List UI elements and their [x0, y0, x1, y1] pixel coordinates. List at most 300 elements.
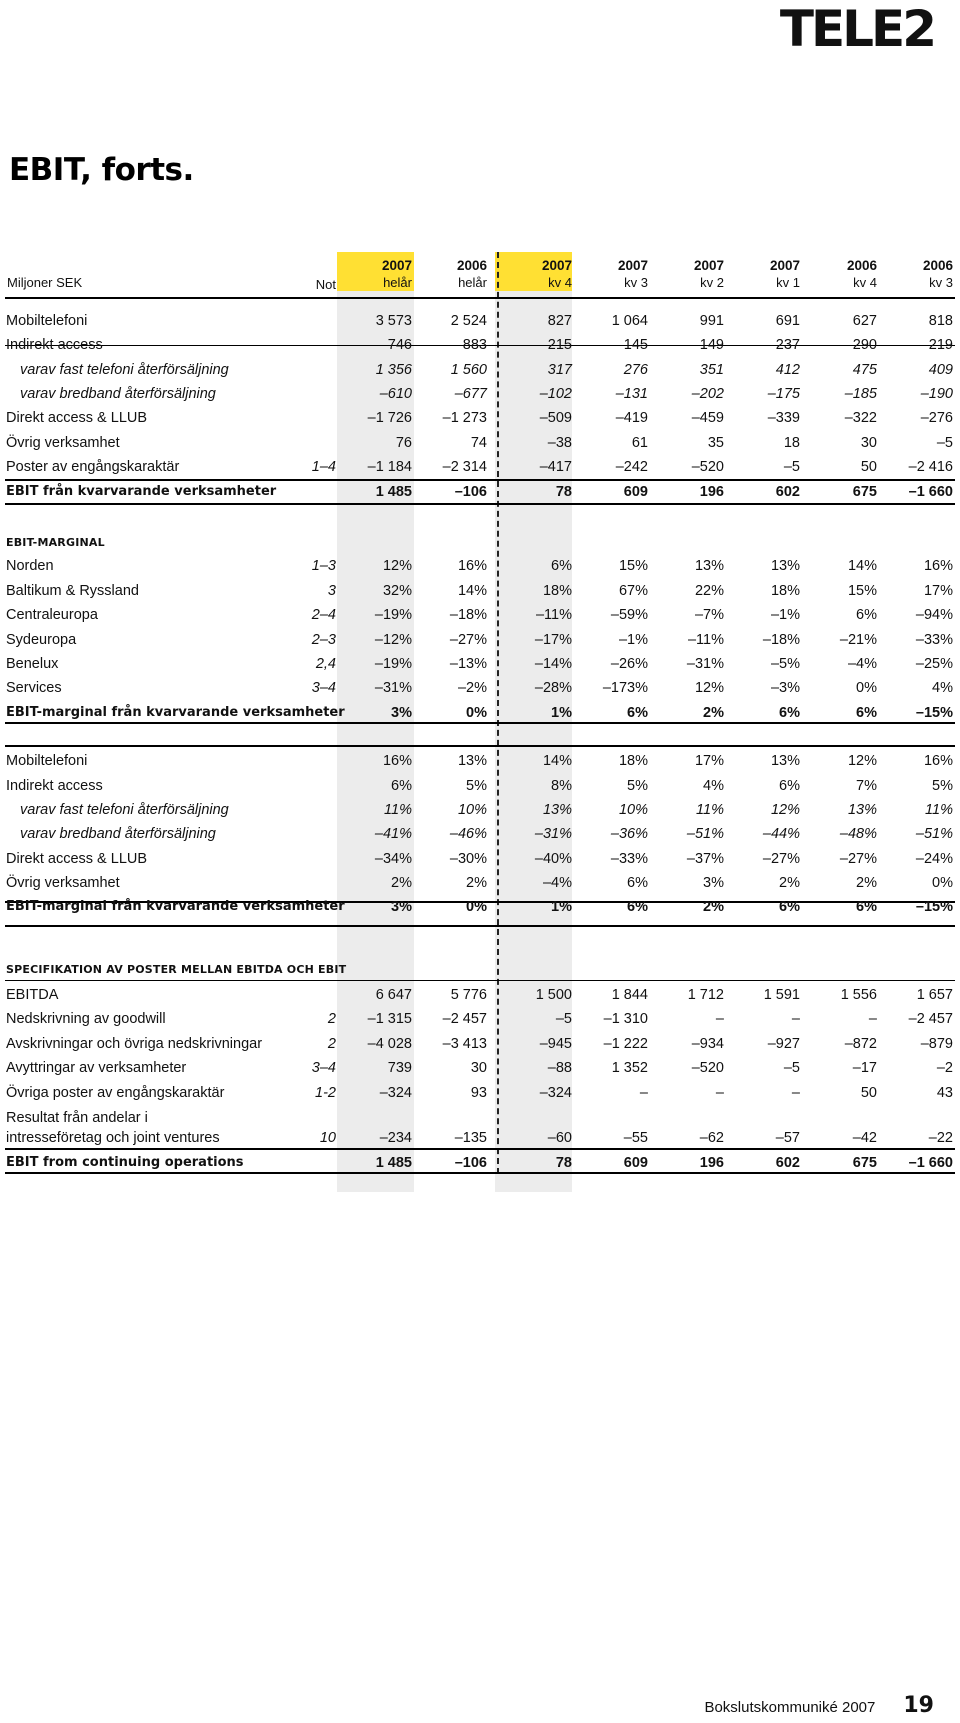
row-label: EBITDA: [6, 987, 59, 1003]
table-row: [0, 1130, 960, 1154]
cell-value: –5: [783, 459, 800, 475]
cell-value: 3%: [703, 875, 724, 891]
cell-value: 16%: [457, 558, 487, 574]
cell-value: 6%: [551, 558, 572, 574]
row-note: 1–4: [311, 459, 336, 475]
cell-value: 11%: [696, 802, 724, 818]
cell-value: –19%: [374, 607, 412, 623]
cell-value: 8%: [551, 778, 572, 794]
table-row: [0, 313, 960, 337]
col-period: kv 4: [548, 275, 572, 290]
cell-value: 883: [462, 337, 487, 353]
row-label: Centraleuropa: [6, 607, 98, 623]
table-row: [0, 987, 960, 1011]
table-row: [0, 386, 960, 410]
table-row: [0, 435, 960, 459]
cell-value: –15%: [915, 705, 953, 721]
table-row: [0, 680, 960, 704]
cell-value: –27%: [449, 632, 487, 648]
cell-value: 18: [783, 435, 800, 451]
cell-value: –44%: [762, 826, 800, 842]
table-row: [0, 826, 960, 850]
cell-value: 0%: [466, 899, 487, 915]
cell-value: –135: [454, 1130, 487, 1146]
cell-value: –31%: [686, 656, 724, 672]
cell-value: 602: [775, 484, 800, 500]
cell-value: –33%: [915, 632, 953, 648]
cell-value: –14%: [534, 656, 572, 672]
cell-value: –2 314: [442, 459, 487, 475]
cell-value: –7%: [694, 607, 724, 623]
cell-value: –610: [379, 386, 412, 402]
row-label: EBIT-marginal från kvarvarande verksamheter: [6, 899, 345, 914]
cell-value: 818: [928, 313, 953, 329]
cell-value: –106: [454, 1155, 487, 1171]
cell-value: 32%: [382, 583, 412, 599]
cell-value: –677: [454, 386, 487, 402]
cell-value: –173%: [602, 680, 648, 696]
cell-value: 739: [387, 1060, 412, 1076]
cell-value: –520: [691, 1060, 724, 1076]
table-row: [0, 410, 960, 434]
tele2-logo: TELE2: [779, 0, 934, 58]
row-label: Mobiltelefoni: [6, 313, 88, 329]
cell-value: –31%: [534, 826, 572, 842]
table-row: [0, 851, 960, 875]
cell-value: 43: [936, 1085, 953, 1101]
cell-value: –102: [539, 386, 572, 402]
cell-value: –: [868, 1011, 877, 1027]
col-year: 2007: [617, 258, 648, 273]
cell-value: 196: [699, 1155, 724, 1171]
col-period: helår: [383, 275, 412, 290]
table-row: [0, 875, 960, 899]
cell-value: –131: [615, 386, 648, 402]
cell-value: 1 657: [916, 987, 953, 1003]
header-rule: [5, 297, 955, 299]
cell-value: 351: [699, 362, 724, 378]
cell-value: –19%: [374, 656, 412, 672]
cell-value: –234: [379, 1130, 412, 1146]
row-label: SPECIFIKATION AV POSTER MELLAN EBITDA OCH EBIT: [6, 963, 347, 976]
cell-value: –2 457: [442, 1011, 487, 1027]
cell-value: –11%: [687, 632, 724, 648]
col-period: kv 2: [700, 275, 724, 290]
cell-value: 6%: [627, 705, 648, 721]
cell-value: –4%: [542, 875, 572, 891]
cell-value: 5%: [932, 778, 953, 794]
cell-value: –419: [615, 410, 648, 426]
cell-value: 1 591: [763, 987, 800, 1003]
note-header: Not: [315, 277, 336, 292]
cell-value: –1 222: [603, 1036, 648, 1052]
cell-value: –324: [539, 1085, 572, 1101]
cell-value: –339: [767, 410, 800, 426]
cell-value: –18%: [762, 632, 800, 648]
cell-value: 2%: [703, 705, 724, 721]
col-period: kv 4: [853, 275, 877, 290]
cell-value: –1%: [618, 632, 648, 648]
cell-value: –872: [844, 1036, 877, 1052]
cell-value: –36%: [610, 826, 648, 842]
cell-value: 12%: [770, 802, 800, 818]
cell-value: 602: [775, 1155, 800, 1171]
row-note: 3–4: [311, 1060, 336, 1076]
cell-value: –1%: [770, 607, 800, 623]
cell-value: –59%: [610, 607, 648, 623]
document-name: Bokslutskommuniké 2007: [704, 1699, 876, 1716]
cell-value: 18%: [770, 583, 800, 599]
cell-value: –276: [920, 410, 953, 426]
row-note: 2–3: [311, 632, 336, 648]
col-period: kv 3: [929, 275, 953, 290]
row-label: Indirekt access: [6, 778, 103, 794]
table-row: [0, 1085, 960, 1109]
cell-value: –5: [936, 435, 953, 451]
cell-value: 196: [699, 484, 724, 500]
table-row: [0, 484, 960, 508]
cell-value: –62: [699, 1130, 724, 1146]
cell-value: –18%: [449, 607, 487, 623]
cell-value: –94%: [915, 607, 953, 623]
cell-value: 409: [928, 362, 953, 378]
cell-value: –509: [539, 410, 572, 426]
page-title: EBIT, forts.: [9, 152, 194, 188]
cell-value: 6%: [627, 899, 648, 915]
cell-value: 2%: [703, 899, 724, 915]
table-row: [0, 802, 960, 826]
cell-value: –2 457: [908, 1011, 953, 1027]
cell-value: 16%: [923, 558, 953, 574]
row-label: Indirekt access: [6, 337, 103, 353]
cell-value: 3 573: [375, 313, 412, 329]
cell-value: 10%: [457, 802, 487, 818]
cell-value: 2%: [856, 875, 877, 891]
cell-value: –3%: [770, 680, 800, 696]
row-note: 2: [327, 1036, 336, 1052]
table-row: [0, 362, 960, 386]
cell-value: –1 315: [367, 1011, 412, 1027]
cell-value: 14%: [457, 583, 487, 599]
cell-value: –459: [691, 410, 724, 426]
section-heading: [0, 963, 960, 987]
row-label: intresseföretag och joint ventures: [6, 1130, 220, 1146]
cell-value: –5%: [770, 656, 800, 672]
cell-value: –24%: [915, 851, 953, 867]
cell-value: –37%: [686, 851, 724, 867]
table-row: [0, 558, 960, 582]
row-label: varav fast telefoni återförsäljning: [20, 362, 229, 378]
cell-value: –12%: [374, 632, 412, 648]
cell-value: –185: [844, 386, 877, 402]
cell-value: –57: [775, 1130, 800, 1146]
row-note: 2,4: [315, 656, 336, 672]
cell-value: 6%: [779, 899, 800, 915]
cell-value: –27%: [839, 851, 877, 867]
cell-value: 18%: [542, 583, 572, 599]
table-row: [0, 583, 960, 607]
cell-value: –55: [623, 1130, 648, 1146]
cell-value: –42: [852, 1130, 877, 1146]
cell-value: –28%: [534, 680, 572, 696]
page-number: 19: [903, 1693, 934, 1718]
cell-value: 93: [470, 1085, 487, 1101]
cell-value: –31%: [374, 680, 412, 696]
row-label: Resultat från andelar i: [6, 1110, 148, 1126]
row-label: Sydeuropa: [6, 632, 77, 648]
row-label: Övrig verksamhet: [6, 435, 120, 451]
cell-value: –88: [547, 1060, 572, 1076]
table-row: [0, 899, 960, 923]
row-label: Avskrivningar och övriga nedskrivningar: [6, 1036, 263, 1052]
table-row: [0, 778, 960, 802]
row-note: 1–3: [311, 558, 336, 574]
cell-value: –202: [691, 386, 724, 402]
cell-value: –60: [547, 1130, 572, 1146]
cell-value: 1 064: [611, 313, 648, 329]
row-label: Övrig verksamhet: [6, 875, 120, 891]
cell-value: –1 660: [908, 1155, 953, 1171]
cell-value: –4%: [847, 656, 877, 672]
row-label: EBIT från kvarvarande verksamheter: [6, 484, 277, 499]
cell-value: 4%: [703, 778, 724, 794]
row-label: Services: [6, 680, 62, 696]
cell-value: –5: [783, 1060, 800, 1076]
cell-value: –26%: [610, 656, 648, 672]
cell-value: 475: [852, 362, 877, 378]
cell-value: 3%: [391, 899, 412, 915]
cell-value: 5 776: [450, 987, 487, 1003]
col-year: 2007: [693, 258, 724, 273]
cell-value: 290: [852, 337, 877, 353]
cell-value: 17%: [694, 753, 724, 769]
cell-value: 17%: [923, 583, 953, 599]
cell-value: –1 726: [367, 410, 412, 426]
cell-value: 149: [699, 337, 724, 353]
cell-value: 1 844: [611, 987, 648, 1003]
cell-value: 1 560: [450, 362, 487, 378]
row-label: varav bredband återförsäljning: [20, 826, 216, 842]
row-label: Norden: [6, 558, 54, 574]
cell-value: 412: [775, 362, 800, 378]
cell-value: 317: [547, 362, 572, 378]
cell-value: –41%: [374, 826, 412, 842]
table-row: [0, 705, 960, 729]
cell-value: 67%: [618, 583, 648, 599]
page-footer: [704, 1693, 934, 1718]
cell-value: 50: [860, 1085, 877, 1101]
cell-value: 11%: [384, 802, 412, 818]
cell-value: 74: [470, 435, 487, 451]
cell-value: 6%: [391, 778, 412, 794]
section-heading: [0, 536, 960, 560]
cell-value: –175: [767, 386, 800, 402]
cell-value: –324: [379, 1085, 412, 1101]
cell-value: 237: [775, 337, 800, 353]
cell-value: 2%: [779, 875, 800, 891]
cell-value: –2%: [457, 680, 487, 696]
table-row: [0, 459, 960, 483]
cell-value: –34%: [374, 851, 412, 867]
cell-value: –520: [691, 459, 724, 475]
cell-value: 675: [852, 484, 877, 500]
cell-value: 7%: [856, 778, 877, 794]
cell-value: 0%: [932, 875, 953, 891]
cell-value: 14%: [847, 558, 877, 574]
cell-value: 0%: [466, 705, 487, 721]
cell-value: 627: [852, 313, 877, 329]
cell-value: 13%: [457, 753, 487, 769]
cell-value: 12%: [847, 753, 877, 769]
cell-value: 6%: [779, 705, 800, 721]
row-label: Poster av engångskaraktär: [6, 459, 180, 475]
cell-value: –46%: [449, 826, 487, 842]
row-label: Baltikum & Ryssland: [6, 583, 139, 599]
cell-value: 11%: [925, 802, 953, 818]
col-period: kv 3: [624, 275, 648, 290]
row-note: 3: [327, 583, 336, 599]
cell-value: 1%: [551, 705, 572, 721]
cell-value: 6%: [856, 705, 877, 721]
cell-value: 215: [547, 337, 572, 353]
cell-value: –51%: [686, 826, 724, 842]
cell-value: 827: [547, 313, 572, 329]
cell-value: 78: [555, 484, 572, 500]
cell-value: 13%: [847, 802, 877, 818]
cell-value: 675: [852, 1155, 877, 1171]
row-label: EBIT-MARGINAL: [6, 536, 105, 549]
cell-value: 1 356: [375, 362, 412, 378]
cell-value: –1 184: [367, 459, 412, 475]
cell-value: 2 524: [450, 313, 487, 329]
cell-value: –1 273: [442, 410, 487, 426]
cell-value: 746: [387, 337, 412, 353]
cell-value: –: [715, 1011, 724, 1027]
table-row: [0, 1155, 960, 1179]
row-note: 3–4: [311, 680, 336, 696]
cell-value: 1 485: [375, 484, 412, 500]
cell-value: 30: [860, 435, 877, 451]
cell-value: 991: [699, 313, 724, 329]
cell-value: 609: [623, 484, 648, 500]
cell-value: 6%: [856, 899, 877, 915]
unit-label: Miljoner SEK: [7, 275, 83, 290]
col-year: 2006: [456, 258, 487, 273]
cell-value: –322: [844, 410, 877, 426]
cell-value: –4 028: [367, 1036, 412, 1052]
cell-value: 609: [623, 1155, 648, 1171]
cell-value: –1 310: [603, 1011, 648, 1027]
cell-value: –17%: [534, 632, 572, 648]
cell-value: –927: [767, 1036, 800, 1052]
cell-value: –17: [852, 1060, 877, 1076]
table-row: [0, 632, 960, 656]
cell-value: 78: [555, 1155, 572, 1171]
cell-value: –48%: [839, 826, 877, 842]
cell-value: –13%: [449, 656, 487, 672]
cell-value: 50: [860, 459, 877, 475]
cell-value: –33%: [610, 851, 648, 867]
cell-value: –40%: [534, 851, 572, 867]
cell-value: 4%: [932, 680, 953, 696]
cell-value: 145: [623, 337, 648, 353]
cell-value: –21%: [839, 632, 877, 648]
row-label: Avyttringar av verksamheter: [6, 1060, 187, 1076]
row-label: EBIT-marginal från kvarvarande verksamheter: [6, 705, 345, 720]
cell-value: 61: [631, 435, 648, 451]
cell-value: 12%: [382, 558, 412, 574]
cell-value: –1 660: [908, 484, 953, 500]
row-label: Övriga poster av engångskaraktär: [6, 1085, 225, 1101]
total-rule: [5, 745, 955, 747]
cell-value: –190: [920, 386, 953, 402]
cell-value: 14%: [542, 753, 572, 769]
col-year: 2007: [381, 258, 412, 273]
cell-value: 12%: [694, 680, 724, 696]
cell-value: 13%: [542, 802, 572, 818]
cell-value: 18%: [618, 753, 648, 769]
table-header: [0, 258, 960, 298]
total-rule: [5, 925, 955, 927]
cell-value: –30%: [449, 851, 487, 867]
cell-value: –: [639, 1085, 648, 1101]
cell-value: 15%: [618, 558, 648, 574]
cell-value: 1 712: [687, 987, 724, 1003]
col-period: helår: [458, 275, 487, 290]
cell-value: –51%: [915, 826, 953, 842]
cell-value: 6%: [856, 607, 877, 623]
cell-value: –242: [615, 459, 648, 475]
table-row: [0, 656, 960, 680]
table-row: [0, 753, 960, 777]
cell-value: 5%: [627, 778, 648, 794]
cell-value: 13%: [694, 558, 724, 574]
cell-value: –945: [539, 1036, 572, 1052]
cell-value: 30: [470, 1060, 487, 1076]
cell-value: –417: [539, 459, 572, 475]
cell-value: –3 413: [442, 1036, 487, 1052]
col-year: 2006: [922, 258, 953, 273]
cell-value: –934: [691, 1036, 724, 1052]
cell-value: 76: [395, 435, 412, 451]
cell-value: 10%: [618, 802, 648, 818]
cell-value: 691: [775, 313, 800, 329]
cell-value: –879: [920, 1036, 953, 1052]
row-label: varav fast telefoni återförsäljning: [20, 802, 229, 818]
row-label: EBIT from continuing operations: [6, 1155, 244, 1170]
col-year: 2007: [541, 258, 572, 273]
table-row: [0, 1011, 960, 1035]
cell-value: 1 352: [611, 1060, 648, 1076]
row-note: 2–4: [311, 607, 336, 623]
cell-value: –: [791, 1085, 800, 1101]
cell-value: 16%: [923, 753, 953, 769]
table-row: [0, 1060, 960, 1084]
cell-value: 276: [623, 362, 648, 378]
cell-value: –38: [547, 435, 572, 451]
row-label: Direkt access & LLUB: [6, 851, 148, 867]
cell-value: –15%: [915, 899, 953, 915]
cell-value: 5%: [466, 778, 487, 794]
cell-value: 15%: [847, 583, 877, 599]
cell-value: –2: [936, 1060, 953, 1076]
row-note: 10: [319, 1130, 336, 1146]
row-note: 2: [327, 1011, 336, 1027]
cell-value: 1 485: [375, 1155, 412, 1171]
cell-value: –11%: [535, 607, 572, 623]
cell-value: 16%: [382, 753, 412, 769]
cell-value: 219: [928, 337, 953, 353]
